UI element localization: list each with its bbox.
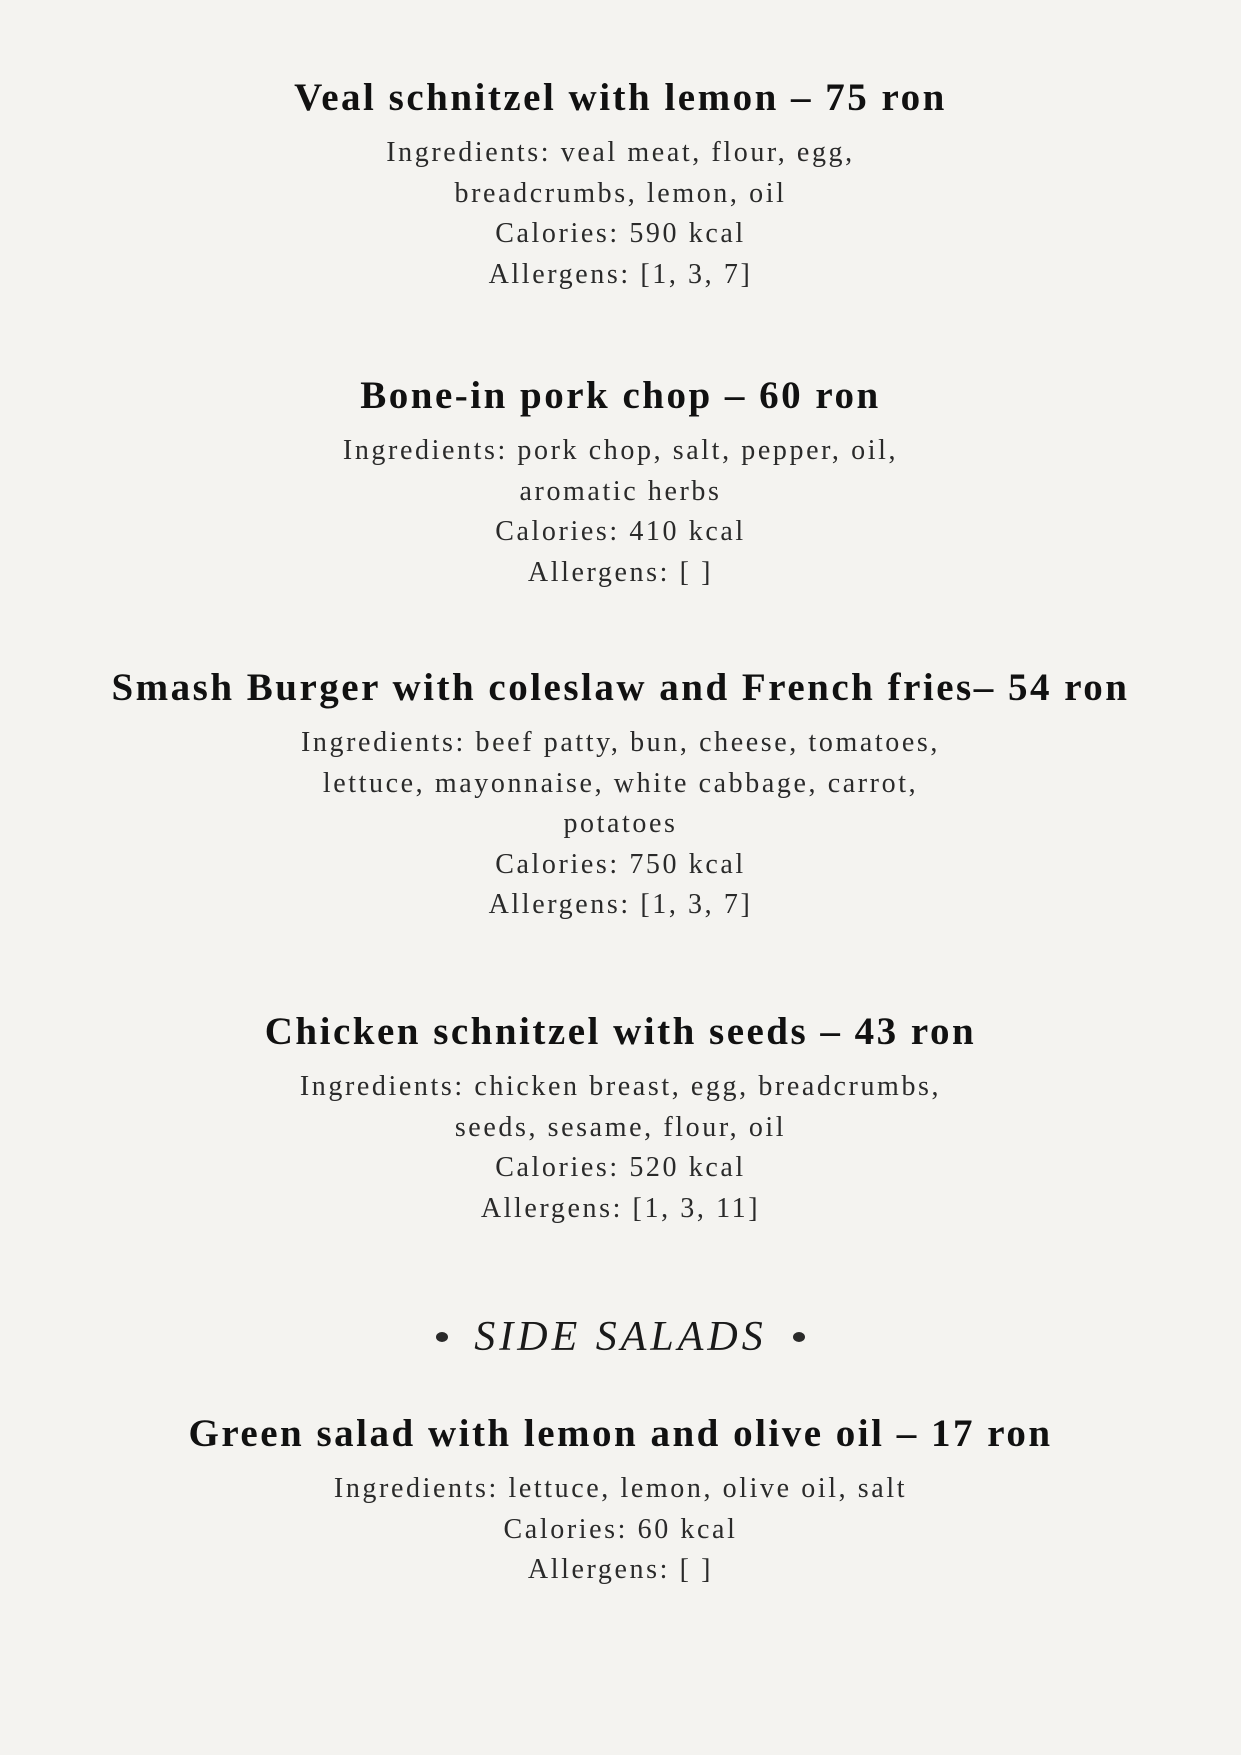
dish-ingredients: Ingredients: beef patty, bun, cheese, tomatoes, [301,727,940,758]
dish-allergens: Allergens: [1, 3, 11] [480,1192,761,1224]
dish-allergens: Allergens: [ ] [527,556,714,588]
dish-details [0,1067,1241,1229]
dish-allergens: Allergens: [1, 3, 7] [488,258,753,290]
dish-ingredients-continued: aromatic herbs [519,475,722,507]
dish-calories: Calories: 520 kcal [495,1152,746,1183]
dish-details [0,133,1241,295]
dish-calories: Calories: 410 kcal [495,516,746,547]
dish-allergens: Allergens: [1, 3, 7] [488,889,753,920]
bullet-dot-icon [436,1332,448,1342]
dish-title: Green salad with lemon and olive oil – 17 ron [188,1412,1053,1455]
bullet-dot-icon [793,1332,805,1342]
dish-ingredients-continued: lettuce, mayonnaise, white cabbage, carrot, [322,767,919,799]
dish-details [0,1469,1241,1591]
dish-title: Smash Burger with coleslaw and French fries– 54 ron [111,666,1130,709]
menu-item-pork-chop [0,373,1241,593]
dish-details [0,431,1241,593]
dish-ingredients-continued: potatoes [563,808,678,839]
menu-item-chicken-schnitzel [0,1009,1241,1229]
dish-ingredients-continued: seeds, sesame, flour, oil [454,1111,787,1143]
dish-ingredients: Ingredients: chicken breast, egg, breadcrumbs, [299,1071,942,1102]
dish-ingredients: Ingredients: pork chop, salt, pepper, oil, [342,435,899,466]
menu-item-smash-burger [0,665,1241,926]
dish-ingredients: Ingredients: lettuce, lemon, olive oil, salt [333,1473,908,1504]
section-title: SIDE SALADS [474,1314,767,1360]
dish-title: Veal schnitzel with lemon – 75 ron [294,76,947,119]
dish-calories: Calories: 750 kcal [495,848,746,880]
menu-item-green-salad [0,1411,1241,1591]
dish-details [0,723,1241,926]
dish-allergens: Allergens: [ ] [527,1554,714,1585]
dish-calories: Calories: 590 kcal [495,218,746,249]
dish-title: Bone-in pork chop – 60 ron [360,374,881,417]
section-heading-side-salads [0,1312,1241,1362]
dish-calories: Calories: 60 kcal [503,1513,738,1545]
menu-item-veal-schnitzel [0,75,1241,295]
dish-ingredients: Ingredients: veal meat, flour, egg, [386,137,855,168]
dish-title: Chicken schnitzel with seeds – 43 ron [264,1010,977,1053]
dish-ingredients-continued: breadcrumbs, lemon, oil [454,177,787,209]
